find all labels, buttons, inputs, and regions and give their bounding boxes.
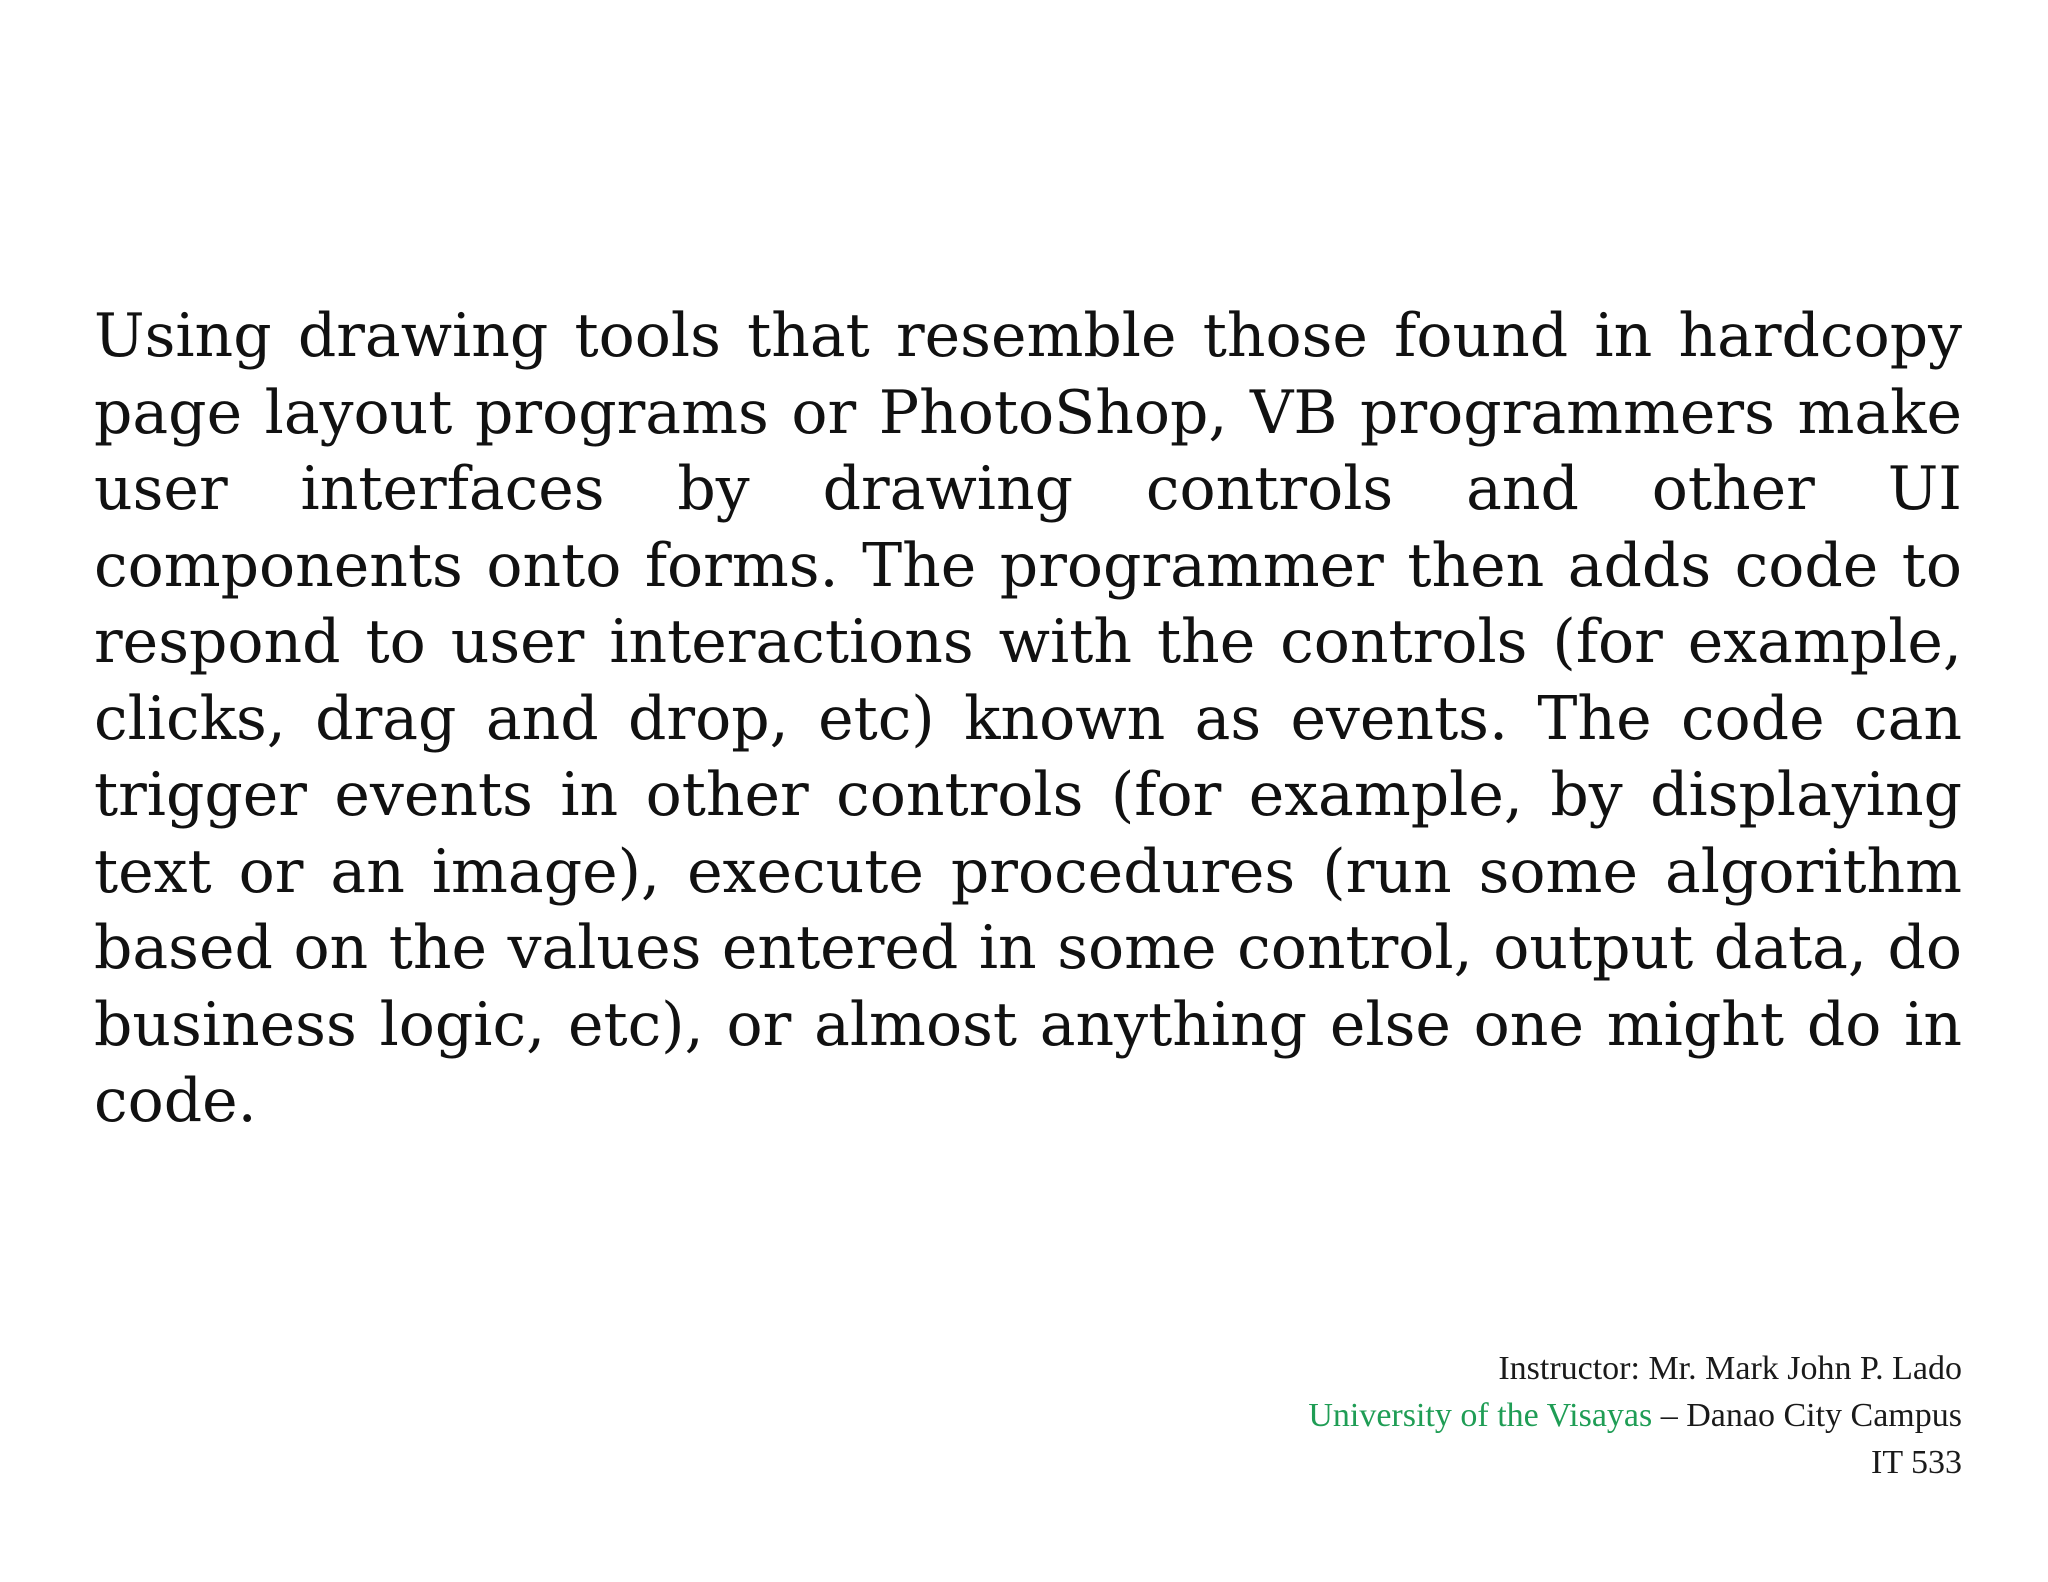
footer xyxy=(1062,1345,1962,1486)
campus-name: – Danao City Campus xyxy=(1652,1397,1962,1434)
course-code: IT 533 xyxy=(1871,1444,1962,1481)
body-paragraph: Using drawing tools that resemble those found in hardcopy page layout programs or PhotoShop, VB programmers make user interfaces by drawing controls and other UI components onto forms. The programmer then adds code to respond to user interactions with the controls (for example, clicks, drag and drop, etc) known as events. The code can trigger events in other controls (for example, by displaying text or an image), execute procedures (run some algorithm based on the values entered in some control, output data, do business logic, etc), or almost anything else one might do in code. xyxy=(94,301,1962,1136)
instructor-line: Instructor: Mr. Mark John P. Lado xyxy=(1498,1350,1962,1387)
institution-line xyxy=(1062,1392,1962,1439)
university-name: University of the Visayas xyxy=(1308,1397,1653,1434)
